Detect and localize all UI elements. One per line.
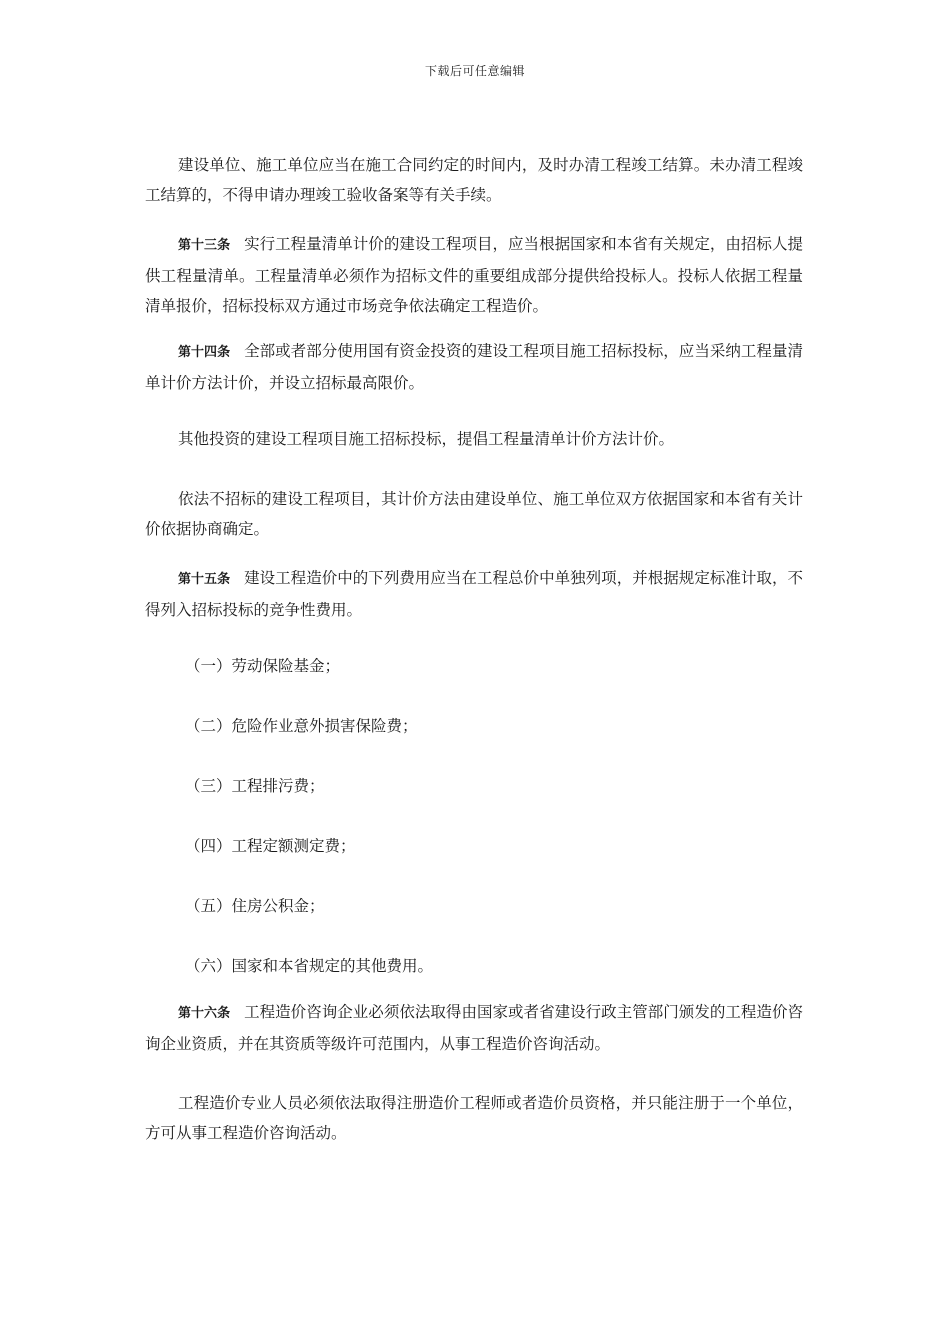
list-item: （二）危险作业意外损害保险费； [185, 717, 418, 735]
article-13 [145, 229, 803, 321]
article-13-text: 实行工程量清单计价的建设工程项目，应当根据国家和本省有关规定，由招标人提供工程量清单。工程量清单必须作为招标文件的重要组成部分提供给投标人。投标人依据工程量清单报价，招标投标双方通过市场竞争依法确定工程造价。 [145, 235, 803, 315]
article-16 [145, 997, 803, 1059]
article-15 [145, 563, 803, 625]
list-item: （一）劳动保险基金； [185, 657, 341, 675]
article-14 [145, 336, 803, 398]
list-item: （三）工程排污费； [185, 777, 325, 795]
paragraph-other-investment: 其他投资的建设工程项目施工招标投标，提倡工程量清单计价方法计价。 [178, 430, 675, 448]
paragraph-personnel: 工程造价专业人员必须依法取得注册造价工程师或者造价员资格，并只能注册于一个单位，方可从事工程造价咨询活动。 [145, 1094, 803, 1142]
list-item: （六）国家和本省规定的其他费用。 [185, 957, 434, 975]
article-13-number: 第十三条 [178, 238, 231, 253]
list-item: （五）住房公积金； [185, 897, 325, 915]
page-header: 下载后可任意编辑 [424, 64, 525, 78]
article-15-text: 建设工程造价中的下列费用应当在工程总价中单独列项，并根据规定标准计取，不得列入招标投标的竞争性费用。 [145, 569, 803, 619]
paragraph-settlement: 建设单位、施工单位应当在施工合同约定的时间内，及时办清工程竣工结算。未办清工程竣工结算的，不得申请办理竣工验收备案等有关手续。 [145, 156, 803, 204]
article-14-text: 全部或者部分使用国有资金投资的建设工程项目施工招标投标，应当采纳工程量清单计价方法计价，并设立招标最高限价。 [145, 342, 803, 392]
list-item: （四）工程定额测定费； [185, 837, 356, 855]
article-16-number: 第十六条 [178, 1006, 231, 1021]
article-15-number: 第十五条 [178, 572, 231, 587]
paragraph-no-tender: 依法不招标的建设工程项目，其计价方法由建设单位、施工单位双方依据国家和本省有关计价依据协商确定。 [145, 490, 803, 538]
article-16-text: 工程造价咨询企业必须依法取得由国家或者省建设行政主管部门颁发的工程造价咨询企业资质，并在其资质等级许可范围内，从事工程造价咨询活动。 [145, 1003, 803, 1053]
article-14-number: 第十四条 [178, 345, 231, 360]
